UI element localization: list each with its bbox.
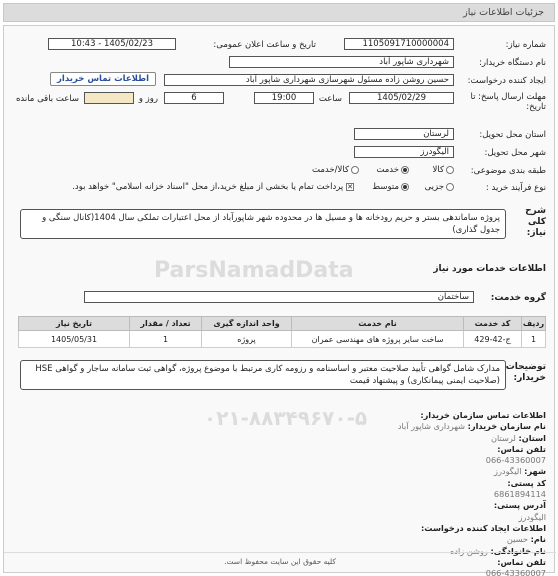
services-section-title: اطلاعات خدمات مورد نیاز xyxy=(433,264,546,274)
table-row xyxy=(19,331,546,348)
summary-label: شرح کلی نیاز: xyxy=(525,206,546,238)
category-option-goods[interactable]: کالا xyxy=(433,165,454,175)
requester-field: حسین روشن زاده مسئول شهرسازی شهرداری شاپور آباد xyxy=(164,74,454,86)
creator-family: روشن زاده xyxy=(450,545,488,556)
contact-province: لرستان xyxy=(490,432,516,443)
hours-left-label: ساعت باقی مانده xyxy=(15,94,79,104)
cell-code: ج-42-429 xyxy=(464,331,522,348)
time-label: ساعت xyxy=(318,94,342,104)
cell-date: 1405/05/31 xyxy=(19,331,130,348)
contact-postal: 6861894114 xyxy=(493,489,546,500)
col-name: نام خدمت xyxy=(292,317,464,331)
contact-org: شهرداری شاپور آباد xyxy=(397,421,465,432)
deadline-time-field: 19:00 xyxy=(254,92,314,104)
announce-field: 1405/02/23 - 10:43 xyxy=(48,38,176,50)
cell-qty: 1 xyxy=(130,331,202,348)
notes-text: مدارک شامل گواهی تأیید صلاحیت معتبر و اساسنامه و رزومه کاری مرتبط با موضوع پروژه، گواهی ثبت سامانه ساجار و گواهی HSE (صلاحیت ایمنی پیمانکاری) و پیشنهاد قیمت xyxy=(20,360,506,390)
days-field: 6 xyxy=(164,92,224,104)
deadline-label: مهلت ارسال پاسخ: تا تاریخ: xyxy=(470,92,546,112)
category-label: طبقه بندی موضوعی: xyxy=(470,166,546,176)
province-field: لرستان xyxy=(354,128,454,140)
payment-checkbox-row[interactable]: ✕ پرداخت تمام یا بخشی از مبلغ خرید،از محل "اسناد خزانه اسلامی" خواهد بود. xyxy=(72,182,353,192)
page-header xyxy=(3,3,555,22)
details-panel xyxy=(3,25,555,576)
contact-city: الیگودرز xyxy=(494,466,522,477)
watermark-text: ParsNamadData xyxy=(154,258,354,283)
col-code: کد خدمت xyxy=(464,317,522,331)
service-group-field: ساختمان xyxy=(84,291,474,303)
buyer-contact-button[interactable]: اطلاعات تماس خریدار xyxy=(50,72,156,86)
radio-goods[interactable] xyxy=(446,166,454,174)
radio-medium[interactable] xyxy=(401,183,409,191)
days-label: روز و xyxy=(138,94,158,104)
watermark-phone: ۰۲۱-۸۸۳۴۹۶۷۰-۵ xyxy=(204,406,368,430)
radio-service[interactable] xyxy=(401,166,409,174)
process-option-medium[interactable]: متوسط xyxy=(372,182,409,192)
col-qty: تعداد / مقدار xyxy=(130,317,202,331)
cell-name: ساخت سایر پروژه های مهندسی عمران xyxy=(292,331,464,348)
page-title: جزئیات اطلاعات نیاز xyxy=(463,7,544,18)
col-row: ردیف xyxy=(522,317,546,331)
cell-unit: پروژه xyxy=(202,331,292,348)
service-group-label: گروه خدمت: xyxy=(490,293,546,303)
hours-left-field xyxy=(84,92,134,104)
deadline-date-field: 1405/02/29 xyxy=(349,92,454,104)
creator-name: حسین xyxy=(506,534,528,545)
creator-phone: 066-43360007 xyxy=(485,568,546,576)
contact-title: اطلاعات تماس سازمان خریدار: xyxy=(420,410,546,420)
buyer-field: شهرداری شاپور آباد xyxy=(229,56,454,68)
col-unit: واحد اندازه گیری xyxy=(202,317,292,331)
creator-title: اطلاعات ایجاد کننده درخواست: xyxy=(421,522,546,533)
services-table xyxy=(18,316,546,348)
cell-row: 1 xyxy=(522,331,546,348)
radio-minor[interactable] xyxy=(446,183,454,191)
city-field: الیگودرز xyxy=(354,146,454,158)
city-label: شهر محل تحویل: xyxy=(484,148,546,158)
col-date: تاریخ نیاز xyxy=(19,317,130,331)
province-label: استان محل تحویل: xyxy=(479,130,546,140)
contact-phone: 066-43360007 xyxy=(485,455,546,466)
contact-info: اطلاعات تماس سازمان خریدار: نام سازمان خریدار: شهرداری شاپور آباد استان: لرستان تلفن تماس: 066-43360007 شهر: الیگودرز کد پستی: 6861894114 آدرس پستی: الیگودرز اطلاعات ایجاد کننده درخواست: نام: حسین نام خانوادگی: روشن زاده تلفن تماس: 066-43360007 xyxy=(398,410,546,576)
need-number-label: شماره نیاز: xyxy=(505,40,546,50)
category-option-both[interactable]: کالا/خدمت xyxy=(312,165,359,175)
table-header-row xyxy=(19,317,546,331)
contact-address: الیگودرز xyxy=(518,511,546,522)
category-option-service[interactable]: خدمت xyxy=(376,165,409,175)
notes-label: توضیحات خریدار: xyxy=(505,362,546,383)
process-option-minor[interactable]: جزیی xyxy=(425,182,454,192)
need-number-field: 1105091710000004 xyxy=(344,38,454,50)
buyer-label: نام دستگاه خریدار: xyxy=(479,58,546,68)
payment-checkbox[interactable]: ✕ xyxy=(347,182,353,191)
radio-both[interactable] xyxy=(351,166,359,174)
process-label: نوع فرآیند خرید : xyxy=(485,183,546,193)
summary-text: پروژه ساماندهی بستر و حریم رودخانه ها و مسیل ها در محدوده شهر شاپورآباد از محل اعتبارات تملکی سال 1404(کانال سنگی و جدول گذاری) xyxy=(20,209,506,239)
footer: کلیه حقوق این سایت محفوظ است. xyxy=(4,552,556,566)
announce-label: تاریخ و ساعت اعلان عمومی: xyxy=(213,40,316,50)
requester-label: ایجاد کننده درخواست: xyxy=(467,76,546,86)
